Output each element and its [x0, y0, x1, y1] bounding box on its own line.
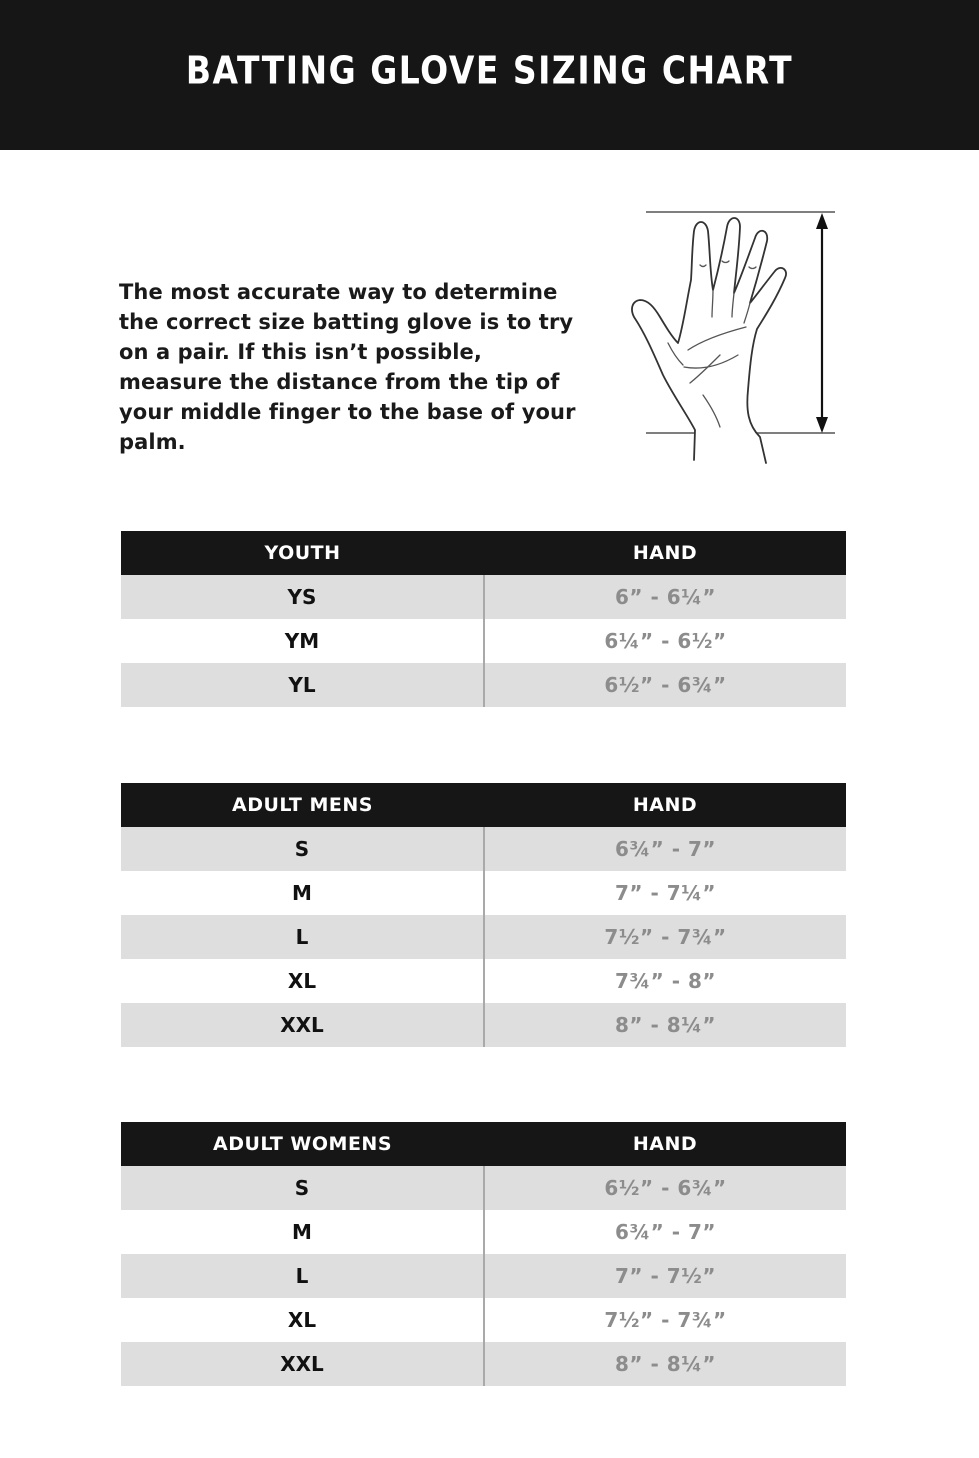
hand-cell: 7” - 7¼” [484, 871, 846, 915]
hand-cell: 7½” - 7¾” [484, 1298, 846, 1342]
size-cell: YM [121, 619, 484, 663]
hand-cell: 6½” - 6¾” [484, 1166, 846, 1210]
hand-cell: 6¼” - 6½” [484, 619, 846, 663]
hand-cell: 7¾” - 8” [484, 959, 846, 1003]
table-header-row [121, 1122, 846, 1166]
table-row [121, 1254, 846, 1298]
table-header-row [121, 783, 846, 827]
hand-column-header: HAND [484, 531, 846, 575]
table-row [121, 915, 846, 959]
table-row [121, 871, 846, 915]
table-row [121, 959, 846, 1003]
size-column-header: ADULT WOMENS [121, 1122, 484, 1166]
table-row [121, 1298, 846, 1342]
adult-womens-size-table [121, 1122, 846, 1386]
hand-column-header: HAND [484, 1122, 846, 1166]
hand-cell: 7½” - 7¾” [484, 915, 846, 959]
size-cell: XXL [121, 1342, 484, 1386]
table-row [121, 619, 846, 663]
table-row [121, 663, 846, 707]
size-column-header: YOUTH [121, 531, 484, 575]
hand-cell: 8” - 8¼” [484, 1342, 846, 1386]
intro-text: The most accurate way to determine the correct size batting glove is to try on a pair. If this isn’t possible, measure the distance from the tip of your middle finger to the base of your palm. [119, 280, 576, 454]
table-row [121, 1003, 846, 1047]
size-cell: L [121, 1254, 484, 1298]
hand-column-header: HAND [484, 783, 846, 827]
table-row [121, 1166, 846, 1210]
hand-cell: 6” - 6¼” [484, 575, 846, 619]
size-cell: XL [121, 959, 484, 1003]
size-cell: XL [121, 1298, 484, 1342]
table-header-row [121, 531, 846, 575]
size-cell: M [121, 1210, 484, 1254]
hand-cell: 6¾” - 7” [484, 827, 846, 871]
hand-cell: 6½” - 6¾” [484, 663, 846, 707]
size-cell: L [121, 915, 484, 959]
table-row [121, 575, 846, 619]
table-row [121, 1342, 846, 1386]
youth-size-table [121, 531, 846, 707]
table-row [121, 1210, 846, 1254]
hand-cell: 8” - 8¼” [484, 1003, 846, 1047]
page-header [0, 0, 979, 150]
hand-measure-icon [628, 205, 843, 467]
size-cell: XXL [121, 1003, 484, 1047]
size-column-header: ADULT MENS [121, 783, 484, 827]
size-cell: S [121, 827, 484, 871]
page-title: BATTING GLOVE SIZING CHART [185, 47, 794, 93]
table-row [121, 827, 846, 871]
size-cell: YL [121, 663, 484, 707]
size-cell: YS [121, 575, 484, 619]
hand-cell: 7” - 7½” [484, 1254, 846, 1298]
adult-mens-size-table [121, 783, 846, 1047]
size-cell: S [121, 1166, 484, 1210]
size-cell: M [121, 871, 484, 915]
hand-cell: 6¾” - 7” [484, 1210, 846, 1254]
